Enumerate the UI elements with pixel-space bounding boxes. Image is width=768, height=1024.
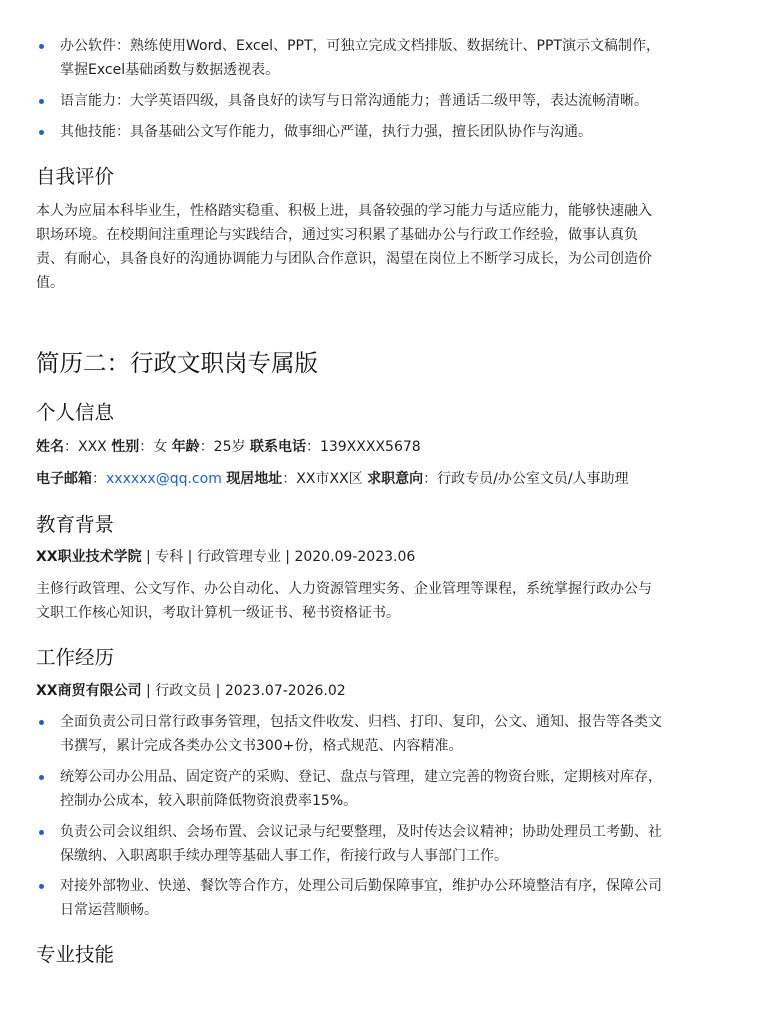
bullet-icon xyxy=(39,44,44,49)
self-eval-text: 本人为应届本科毕业生，性格踏实稳重、积极上进，具备较强的学习能力与适应能力，能够快速融入 职场环境。在校期间注重理论与实践结合，通过实习积累了基础办公与行政工作经验，做事认真负 责、有耐心，具备良好的沟通协调能力与团队合作意识，渴望在岗位上不断学习成长，为公司创造价 值。 xyxy=(36,203,652,291)
section-heading-skills: 专业技能 xyxy=(36,943,115,966)
work-summary: XX商贸有限公司 | 行政文员 | 2023.07-2026.02 xyxy=(36,683,346,699)
skills-list-top-3 xyxy=(36,120,732,144)
bullet-icon xyxy=(39,830,44,835)
education-description: 主修行政管理、公文写作、办公自动化、人力资源管理实务、企业管理等课程，系统掌握行政办公与 文职工作核心知识，考取计算机一级证书、秘书资格证书。 xyxy=(36,581,652,621)
list-item: 统筹公司办公用品、固定资产的采购、登记、盘点与管理，建立完善的物资台账，定期核对库存， 控制办公成本，较入职前降低物资浪费率15%。 xyxy=(36,765,732,813)
bullet-icon xyxy=(39,720,44,725)
bullet-icon xyxy=(39,775,44,780)
section-heading-personal: 个人信息 xyxy=(36,401,115,424)
email-link[interactable]: xxxxxx@qq.com xyxy=(106,471,222,487)
list-item: 办公软件：熟练使用Word、Excel、PPT，可独立完成文档排版、数据统计、PPT演示文稿制作， 掌握Excel基础函数与数据透视表。 xyxy=(36,34,732,82)
section-heading-education: 教育背景 xyxy=(36,513,115,536)
resume-title: 简历二：行政文职岗专属版 xyxy=(36,349,318,377)
work-item-4 xyxy=(36,874,732,922)
list-item: 负责公司会议组织、会场布置、会议记录与纪要整理，及时传达会议精神；协助处理员工考勤、社 保缴纳、入职离职手续办理等基础人事工作，衔接行政与人事部门工作。 xyxy=(36,820,732,868)
skills-list-top xyxy=(36,34,732,82)
school-name: XX职业技术学院 xyxy=(36,549,142,565)
company-name: XX商贸有限公司 xyxy=(36,683,142,699)
list-item: 全面负责公司日常行政事务管理，包括文件收发、归档、打印、复印，公文、通知、报告等各类文 书撰写，累计完成各类办公文书300+份，格式规范、内容精准。 xyxy=(36,710,732,758)
list-item: 对接外部物业、快递、餐饮等合作方，处理公司后勤保障事宜，维护办公环境整洁有序，保障公司 日常运营顺畅。 xyxy=(36,874,732,922)
work-item-3 xyxy=(36,820,732,868)
personal-info-line-2: 电子邮箱：xxxxxx@qq.com 现居地址：XX市XX区 求职意向：行政专员/办公室文员/人事助理 xyxy=(36,471,629,487)
list-item: 其他技能：具备基础公文写作能力，做事细心严谨，执行力强，擅长团队协作与沟通。 xyxy=(36,120,732,144)
personal-info-line-1: 姓名：XXX 性别：女 年龄：25岁 联系电话：139XXXX5678 xyxy=(36,439,421,455)
bullet-icon xyxy=(39,130,44,135)
bullet-icon xyxy=(39,99,44,104)
section-heading-work: 工作经历 xyxy=(36,646,115,669)
bullet-icon xyxy=(39,884,44,889)
work-item-2 xyxy=(36,765,732,813)
education-summary: XX职业技术学院 | 专科 | 行政管理专业 | 2020.09-2023.06 xyxy=(36,549,416,565)
section-heading-self-eval: 自我评价 xyxy=(36,165,115,188)
list-item: 语言能力：大学英语四级，具备良好的读写与日常沟通能力；普通话二级甲等，表达流畅清晰。 xyxy=(36,89,732,113)
work-item-1 xyxy=(36,710,732,758)
skills-list-top-2 xyxy=(36,89,732,113)
